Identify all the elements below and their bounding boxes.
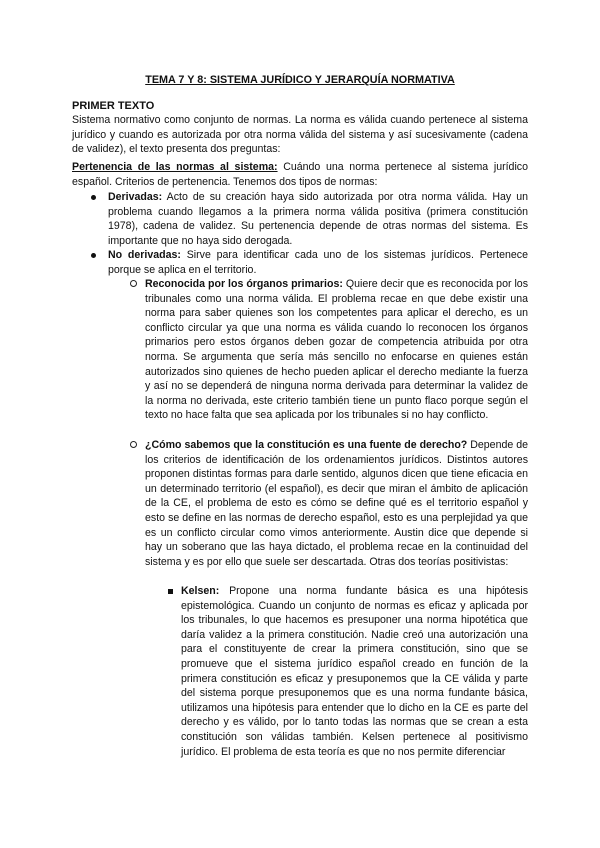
constitucion-item xyxy=(145,438,528,569)
constitucion-label: ¿Cómo sabemos que la constitución es una fuente de derecho? xyxy=(145,439,468,451)
pertenencia-paragraph xyxy=(72,160,528,189)
section-heading: PRIMER TEXTO xyxy=(72,100,155,112)
constitucion-text: Depende de los criterios de identificación de los ordenamientos jurídicos. Distintos autores proponen distintas formas para darle sentido, algunos dicen que tiene eficacia en un determinado territorio (el español), es decir que miran el ámbito de aplicación de la CE, el problema de esto es cómo se define qué es el territorio español y esto se define en las normas de derecho español, esto es una perplejidad ya que es un conflicto circular como vimos anteriormente. Austin dice que depende si hay un soberano que las haya dictado, el problema recae en la continuidad del sistema y es por ello que suele ser descartada. Otras dos teorías positivistas: xyxy=(145,439,528,568)
bullet-dot-icon xyxy=(89,249,97,264)
kelsen-label: Kelsen: xyxy=(181,585,220,597)
bullet-circle-icon xyxy=(129,278,137,293)
kelsen-text: Propone una norma fundante básica es una hipótesis epistemológica. Cuando un conjunto de normas es eficaz y aplicada por los tribunales, lo que hacemos es presuponer una norma hipotética que daría validez a la primera constitución. Nadie creó una autorización una para el constituyente de crear la primera constitución, sino que se promueve que el sistema jurídico español creado en función de la primera constitución es eficaz y presuponemos que la CE válida y parte del sistema porque presuponemos que es una norma fundante básica, utilizamos una hipótesis para entender que lo dicho en la CE es parte del derecho y es válido, por lo tanto todas las normas que se crean a esta constitución son válidas también. Kelsen pertenece al positivismo jurídico. El problema de esta teoría es que no nos permite diferenciar xyxy=(181,585,528,758)
pertenencia-text: Cuándo una norma pertenece al sistema jurídico español. Criterios de pertenencia. Tenemos dos tipos de normas: xyxy=(72,161,528,188)
intro-paragraph: Sistema normativo como conjunto de normas. La norma es válida cuando pertenece al sistema jurídico y cuando es autorizada por otra norma válida del sistema y así sucesivamente (cadena de validez), el texto presenta dos preguntas: xyxy=(72,114,528,156)
bullet-dot-icon xyxy=(89,191,97,206)
no-derivadas-label: No derivadas: xyxy=(108,249,181,261)
pertenencia-label: Pertenencia de las normas al sistema: xyxy=(72,161,278,173)
bullet-circle-icon xyxy=(129,439,137,454)
derivadas-item xyxy=(108,190,528,248)
reconocida-item xyxy=(145,277,528,423)
kelsen-item xyxy=(181,584,528,759)
no-derivadas-item xyxy=(108,248,528,277)
derivadas-text: Acto de su creación haya sido autorizada por otra norma válida. Hay un problema cuando llegamos a la primera norma válida positiva (primera constitución 1978), cadena de validez. Su pertenencia depende de otras normas del sistema. Es importante que no haya sido derogada. xyxy=(108,191,528,247)
document-title: TEMA 7 Y 8: SISTEMA JURÍDICO Y JERARQUÍA NORMATIVA xyxy=(145,74,455,86)
no-derivadas-text: Sirve para identificar cada uno de los sistemas jurídicos. Pertenece porque se aplica en el territorio. xyxy=(108,249,528,276)
reconocida-text: Quiere decir que es reconocida por los tribunales como una norma válida. El problema recae en que debe existir una norma para saber quienes son los competentes para aplicar el derecho, es un conflicto circular ya que una norma es válida cuando lo reconocen los órganos primarios pero estos órganos deben gozar de competencia atribuida por otra norma. Se argumenta que sería más sencillo no enfocarse en quienes están autorizados sino quienes de hecho pueden aplicar el derecho mediante la fuerza y así no se dependerá de ninguna norma derivada para determinar la validez de la norma no derivada, este criterio también tiene un punto flaco porque según el texto no hace falta que sea aplicada por los tribunales si no hay conflicto. xyxy=(145,278,528,422)
derivadas-label: Derivadas: xyxy=(108,191,163,203)
bullet-square-icon xyxy=(166,585,174,600)
reconocida-label: Reconocida por los órganos primarios: xyxy=(145,278,343,290)
